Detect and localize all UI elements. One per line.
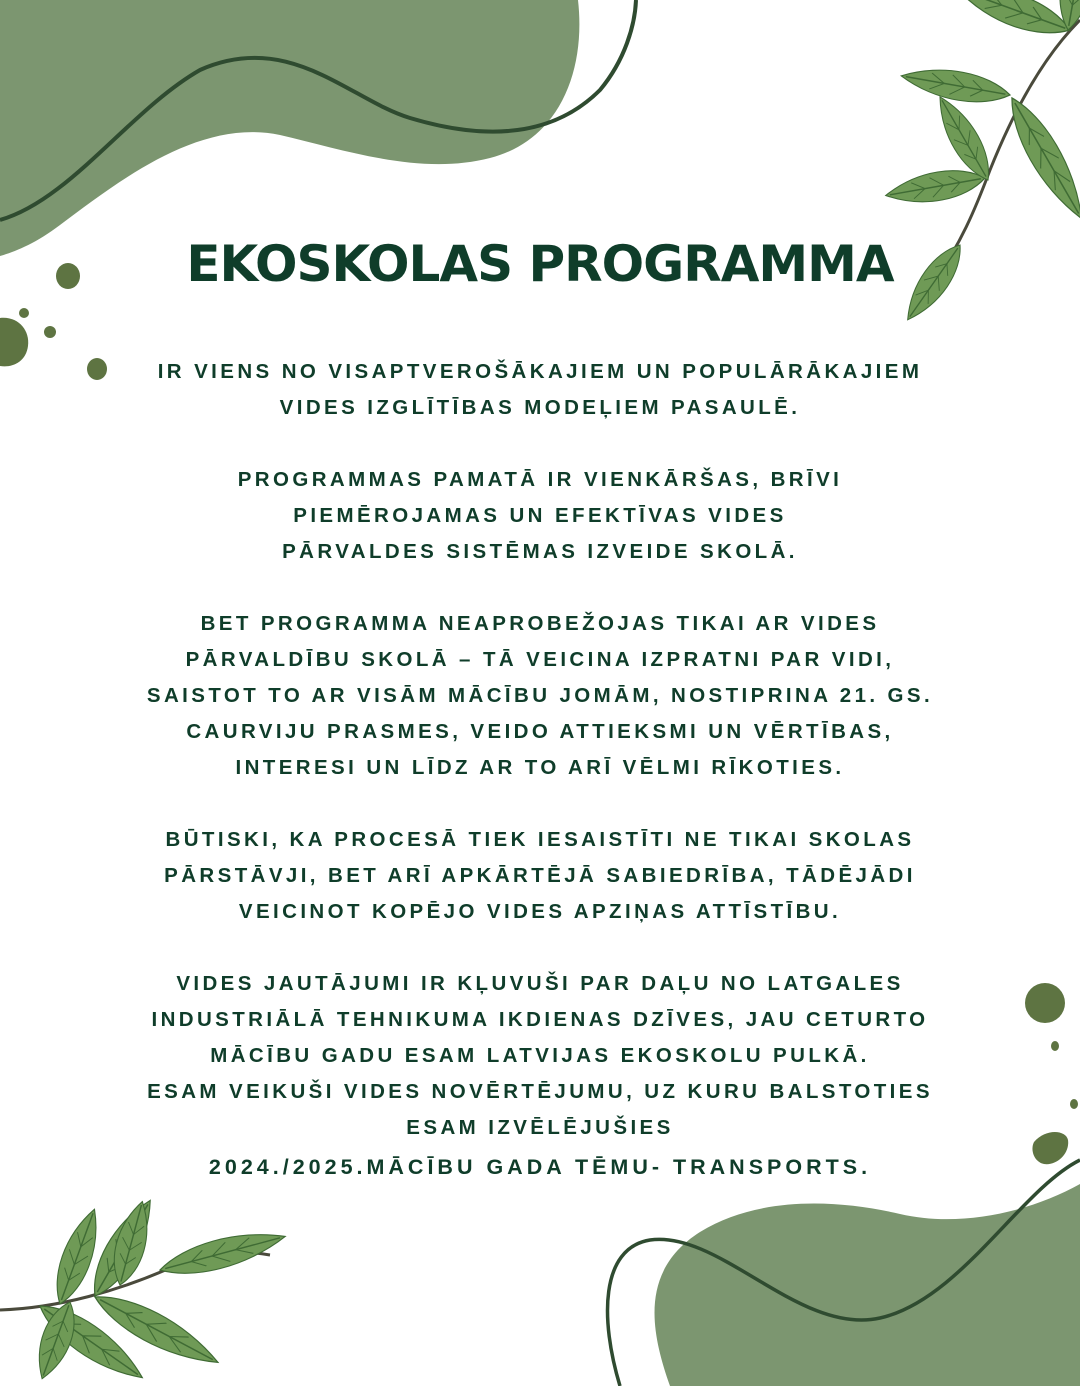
paint-dot: [1025, 983, 1065, 1023]
paint-dot: [1070, 1099, 1078, 1109]
text-line: PĀRVALDES SISTĒMAS IZVEIDE SKOLĀ.: [282, 540, 798, 563]
theme-line: 2024./2025.MĀCĪBU GADA TĒMU- TRANSPORTS.: [208, 1155, 872, 1179]
text-line: ESAM VEIKUŠI VIDES NOVĒRTĒJUMU, UZ KURU BALSTOTIES: [147, 1080, 933, 1103]
text-line: MĀCĪBU GADU ESAM LATVIJAS EKOSKOLU PULKĀ.: [210, 1044, 870, 1067]
text-line: CAURVIJU PRASMES, VEIDO ATTIEKSMI UN VĒRTĪBAS,: [186, 720, 894, 743]
paragraph-intro: [90, 354, 990, 426]
text-line: PROGRAMMAS PAMATĀ IR VIENKĀRŠAS, BRĪVI: [237, 468, 843, 491]
text-line: VIDES IZGLĪTĪBAS MODEĻIEM PASAULĒ.: [279, 396, 801, 419]
text-line: INDUSTRIĀLĀ TEHNIKUMA IKDIENAS DZĪVES, JAU CETURTO: [151, 1008, 929, 1031]
paragraph-community: [90, 822, 990, 930]
paint-dot: [1032, 1132, 1068, 1164]
paint-dot: [1051, 1041, 1059, 1051]
paint-dot: [0, 318, 28, 367]
text-line: PIEMĒROJAMAS UN EFEKTĪVAS VIDES: [293, 504, 787, 527]
text-line: VIDES JAUTĀJUMI IR KĻUVUŠI PAR DAĻU NO LATGALES: [176, 972, 904, 995]
paragraph-basis: [90, 462, 990, 570]
top-left-blob: [0, 0, 579, 256]
page-title: EKOSKOLAS PROGRAMMA: [186, 235, 894, 293]
paint-dot: [19, 308, 29, 318]
text-line: INTERESI UN LĪDZ AR TO ARĪ VĒLMI RĪKOTIES.: [235, 756, 845, 779]
text-line: VEICINOT KOPĒJO VIDES APZIŅAS ATTĪSTĪBU.: [238, 900, 842, 923]
body-text: [90, 354, 990, 1188]
text-line: SAISTOT TO AR VISĀM MĀCĪBU JOMĀM, NOSTIPRINA 21. GS.: [146, 684, 934, 707]
paragraph-school: [90, 966, 990, 1188]
text-line: BET PROGRAMMA NEAPROBEŽOJAS TIKAI AR VIDES: [200, 612, 880, 635]
text-line: PĀRVALDĪBU SKOLĀ – TĀ VEICINA IZPRATNI PAR VIDI,: [185, 648, 895, 671]
text-line: IR VIENS NO VISAPTVEROŠĀKAJIEM UN POPULĀRĀKAJIEM: [157, 360, 923, 383]
text-line: BŪTISKI, KA PROCESĀ TIEK IESAISTĪTI NE TIKAI SKOLAS: [165, 828, 915, 851]
text-line: PĀRSTĀVJI, BET ARĪ APKĀRTĒJĀ SABIEDRĪBA, TĀDĒJĀDI: [164, 864, 916, 887]
text-line: ESAM IZVĒLĒJUŠIES: [406, 1116, 674, 1139]
bottom-left-leaves: [0, 1193, 289, 1386]
paragraph-scope: [90, 606, 990, 786]
paint-dot: [44, 326, 56, 338]
